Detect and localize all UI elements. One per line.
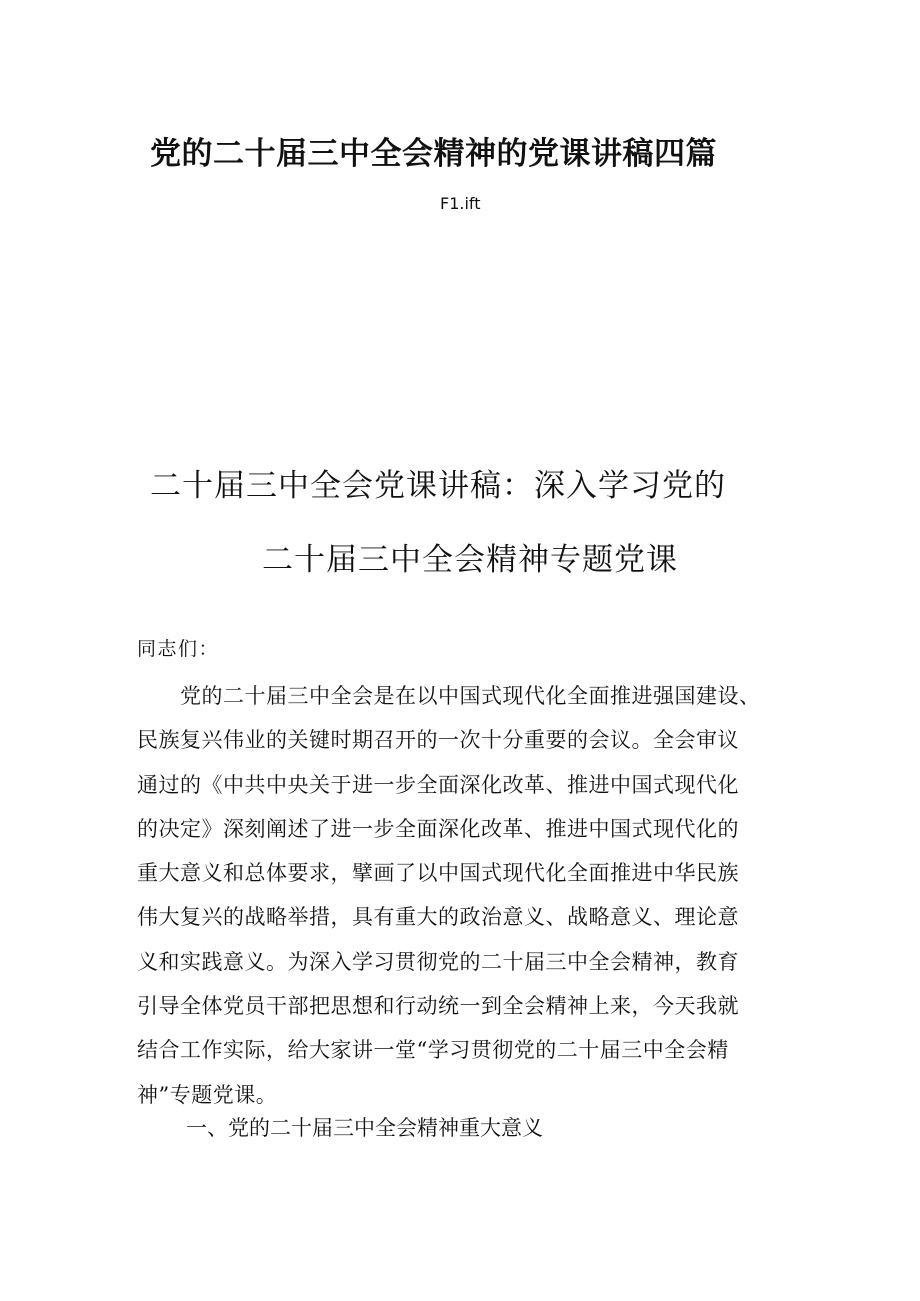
paragraph-line: 的决定》深刻阐述了进一步全面深化改革、推进中国式现代化的 xyxy=(137,816,739,841)
paragraph-line: 伟大复兴的战略举措，具有重大的政治意义、战略意义、理论意 xyxy=(137,905,739,930)
section-heading: 一、党的二十届三中全会精神重大意义 xyxy=(186,1116,543,1140)
document-title: 党的二十届三中全会精神的党课讲稿四篇 xyxy=(150,136,717,172)
article-heading-line: 二十届三中全会党课讲稿：深入学习党的 xyxy=(150,468,726,504)
body-paragraph xyxy=(137,674,797,1117)
article-heading-line: 二十届三中全会精神专题党课 xyxy=(262,542,678,578)
paragraph-line: 重大意义和总体要求，擘画了以中国式现代化全面推进中华民族 xyxy=(137,861,739,886)
paragraph-line: 引导全体党员干部把思想和行动统一到全会精神上来，今天我就 xyxy=(137,994,739,1019)
salutation: 同志们： xyxy=(137,638,220,660)
paragraph-line: 神”专题党课。 xyxy=(137,1082,278,1107)
document-subtitle: F1.ift xyxy=(440,194,481,213)
paragraph-line: 结合工作实际，给大家讲一堂“学习贯彻党的二十届三中全会精 xyxy=(137,1038,729,1063)
paragraph-line: 通过的《中共中央关于进一步全面深化改革、推进中国式现代化 xyxy=(137,772,739,797)
paragraph-line: 义和实践意义。为深入学习贯彻党的二十届三中全会精神，教育 xyxy=(137,949,739,974)
paragraph-line: 民族复兴伟业的关键时期召开的一次十分重要的会议。全会审议 xyxy=(137,728,739,753)
paragraph-line: 党的二十届三中全会是在以中国式现代化全面推进强国建设、 xyxy=(137,684,761,708)
